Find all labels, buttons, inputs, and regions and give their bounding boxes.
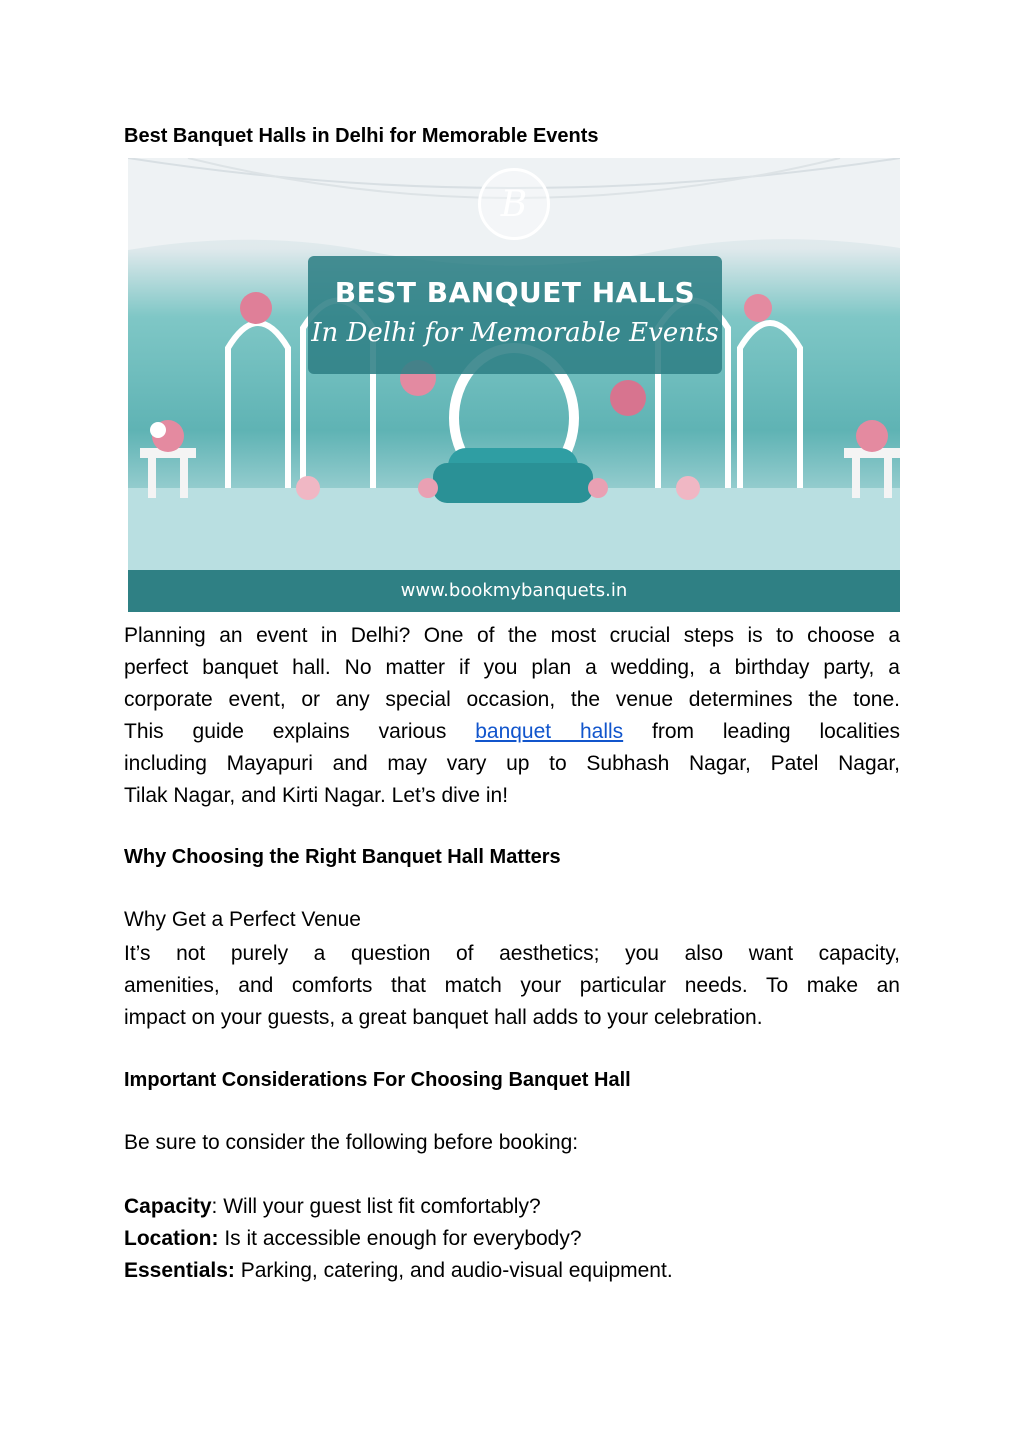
hero-subheadline: In Delhi for Memorable Events: [311, 318, 719, 348]
consideration-label: Capacity: [124, 1195, 212, 1218]
hero-headline: BEST BANQUET HALLS: [334, 276, 696, 309]
intro-line: Tilak Nagar, and Kirti Nagar. Let’s dive in!: [124, 784, 509, 807]
consideration-label: Location:: [124, 1227, 219, 1250]
section1-line: It’s not purely a question of aesthetics; you also want capacity,: [124, 942, 900, 965]
hero-banner: [308, 256, 722, 374]
consideration-item: [124, 1259, 673, 1283]
hero-image: [128, 158, 900, 612]
intro-line-with-link: [124, 716, 900, 748]
hero-logo-letter: B: [500, 183, 528, 225]
page-title: Best Banquet Halls in Delhi for Memorable Events: [124, 125, 599, 147]
section-subheading: Why Get a Perfect Venue: [124, 908, 361, 931]
hero-url-bar: [128, 570, 900, 612]
intro-line: including Mayapuri and may vary up to Subhash Nagar, Patel Nagar,: [124, 752, 900, 775]
section1-line: impact on your guests, a great banquet hall adds to your celebration.: [124, 1006, 763, 1029]
hero-url: www.bookmybanquets.in: [400, 580, 628, 601]
intro-paragraph: [124, 620, 900, 812]
intro-line: corporate event, or any special occasion, the venue determines the tone.: [124, 688, 900, 711]
consideration-text: : Will your guest list fit comfortably?: [211, 1195, 541, 1218]
intro-text: from leading localities: [652, 720, 900, 743]
intro-line: Planning an event in Delhi? One of the most crucial steps is to choose a: [124, 624, 900, 647]
hero-brand-logo: [478, 168, 550, 240]
section1-line: amenities, and comforts that match your particular needs. To make an: [124, 974, 900, 997]
section2-lead: Be sure to consider the following before booking:: [124, 1131, 579, 1154]
consideration-item: [124, 1195, 541, 1219]
consideration-item: [124, 1227, 582, 1251]
section-heading: Important Considerations For Choosing Banquet Hall: [124, 1069, 631, 1091]
banquet-halls-link[interactable]: banquet halls: [475, 720, 624, 743]
section-heading: Why Choosing the Right Banquet Hall Matters: [124, 846, 561, 868]
consideration-text: Is it accessible enough for everybody?: [218, 1227, 582, 1250]
consideration-text: Parking, catering, and audio-visual equipment.: [234, 1259, 673, 1282]
intro-text: This guide explains various: [124, 720, 447, 743]
intro-line: perfect banquet hall. No matter if you plan a wedding, a birthday party, a: [124, 656, 900, 679]
section1-paragraph: [124, 938, 900, 1034]
consideration-label: Essentials:: [124, 1259, 235, 1282]
